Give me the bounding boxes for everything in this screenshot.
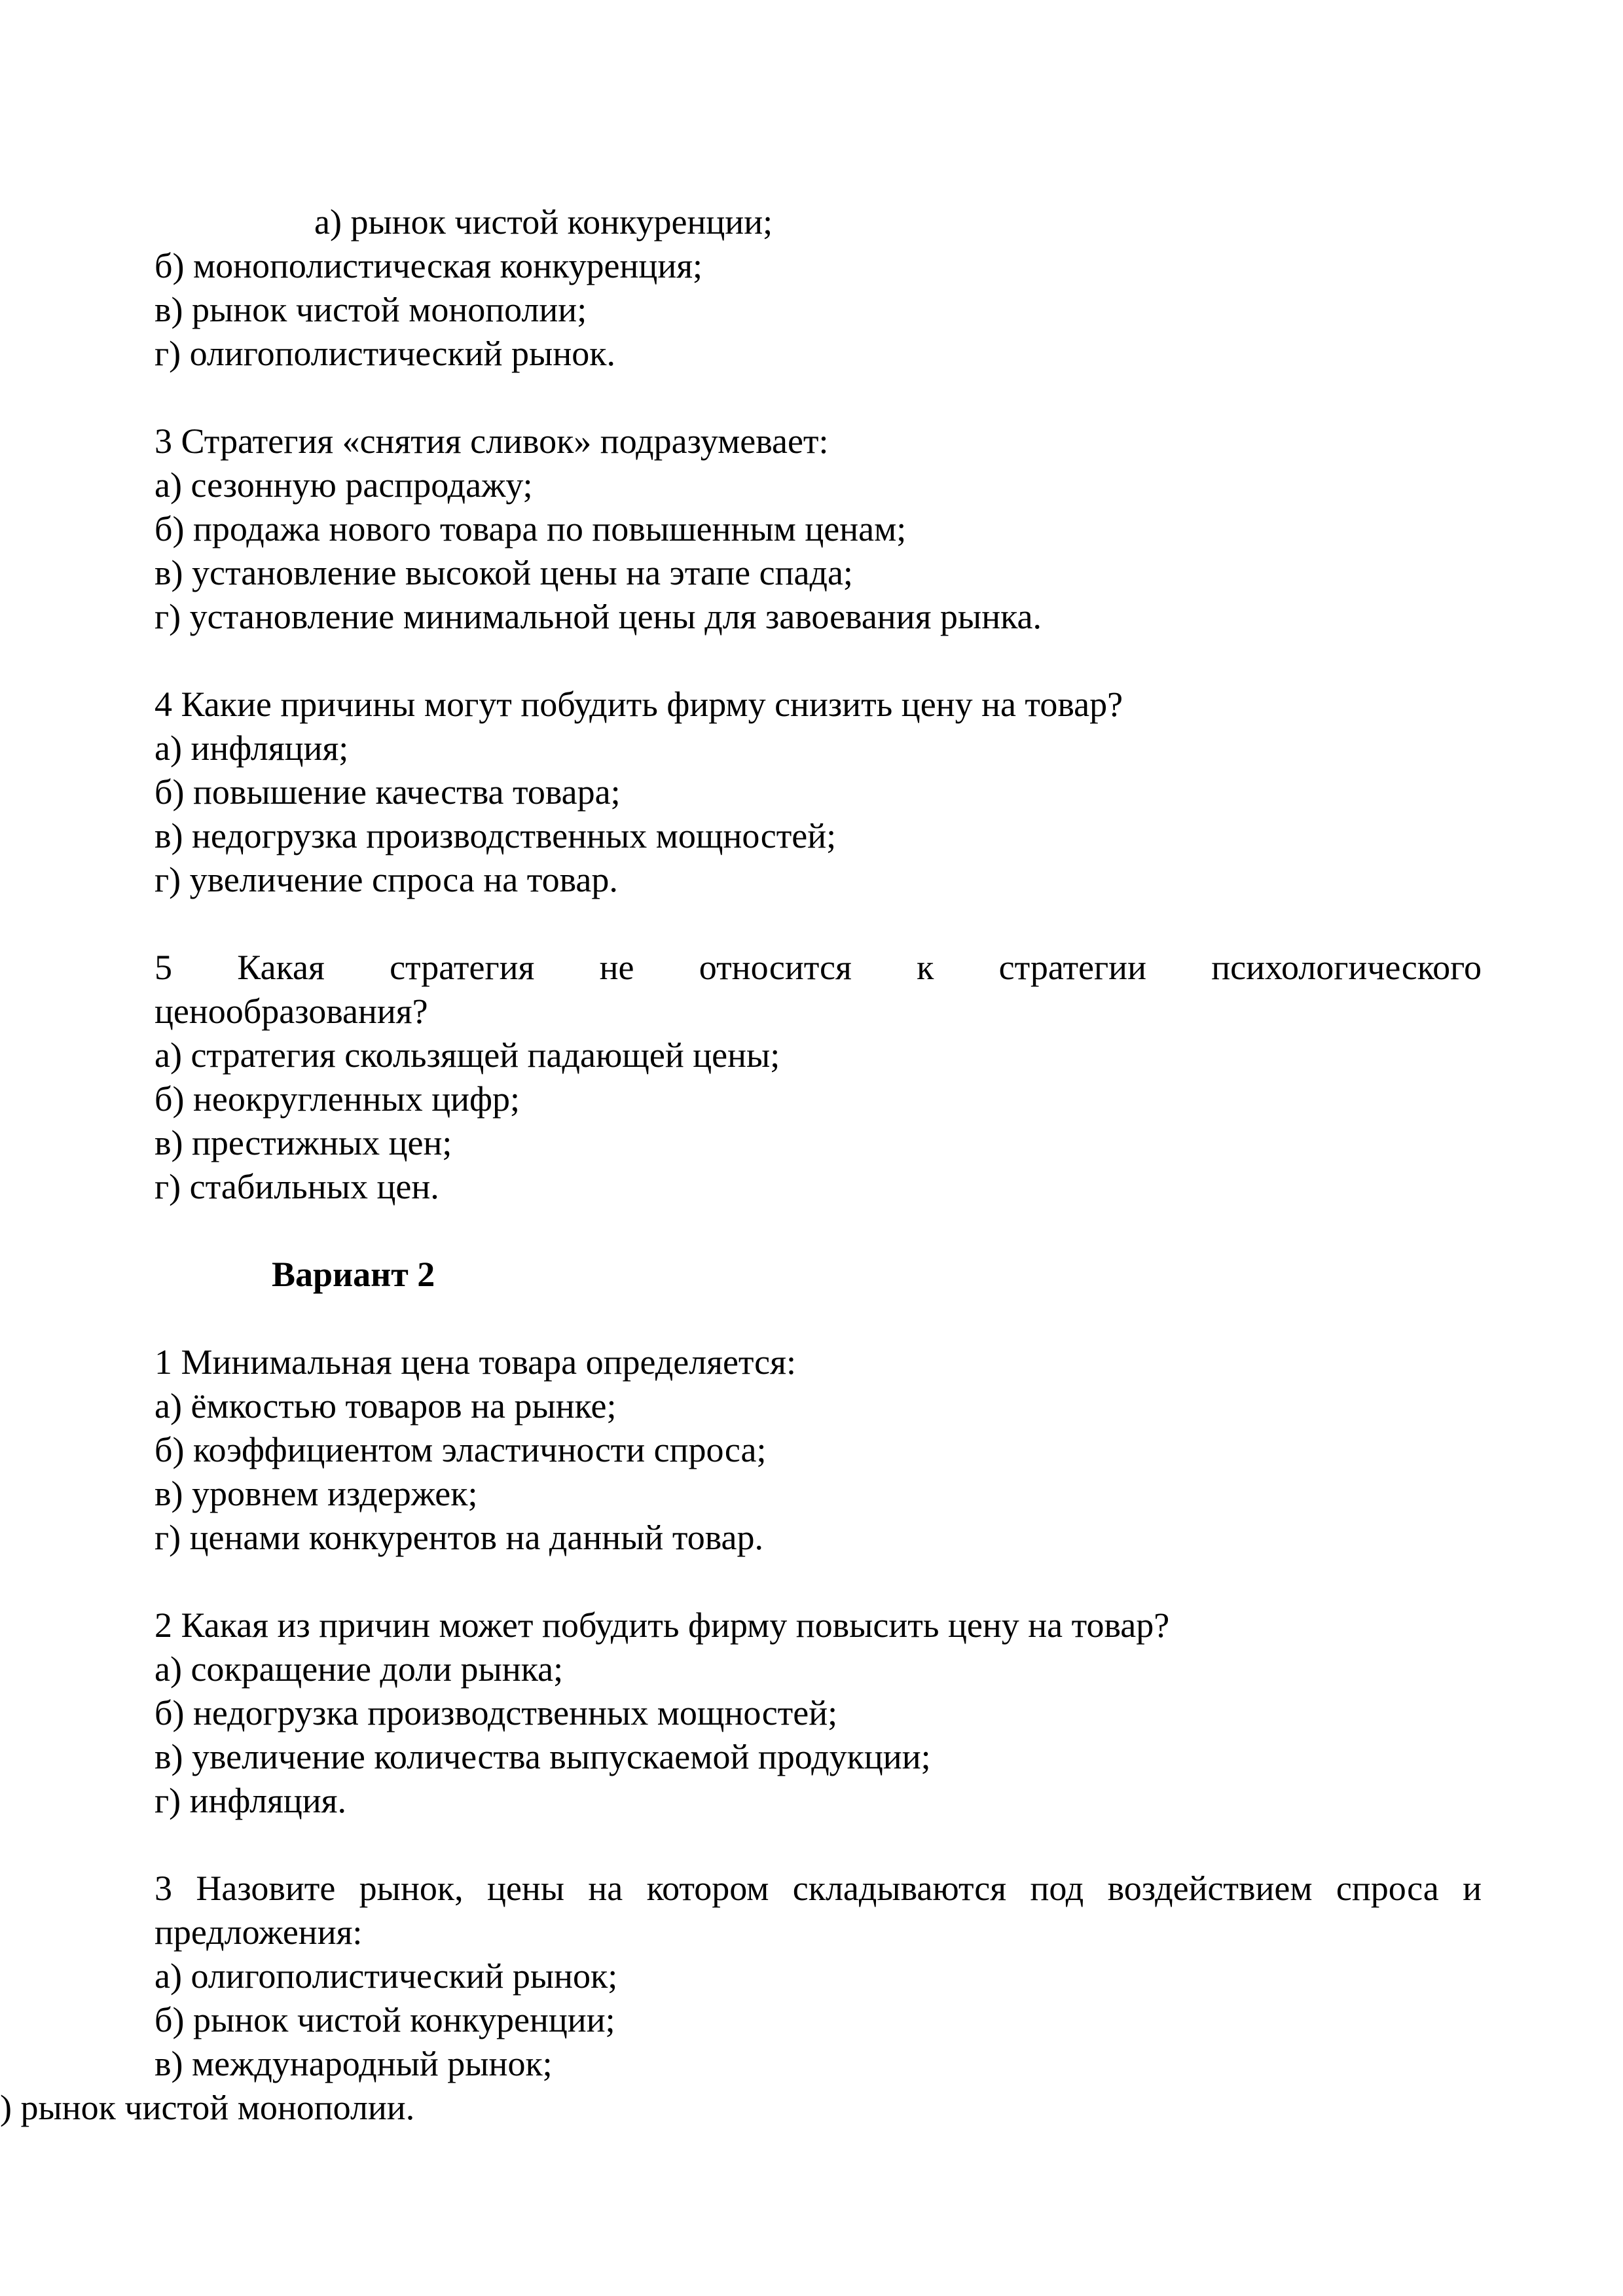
answer-option: б) монополистическая конкуренция; (155, 246, 703, 285)
question-text: 4 Какие причины могут побудить фирму снизить цену на товар? (155, 685, 1123, 724)
answer-option: г) ценами конкурентов на данный товар. (155, 1518, 763, 1557)
answer-option: а) сокращение доли рынка; (155, 1649, 564, 1689)
answer-option: а) стратегия скользящей падающей цены; (155, 1035, 780, 1075)
answer-option: б) рынок чистой конкуренции; (155, 2000, 615, 2039)
question-text-continuation: ценообразования? (155, 992, 428, 1031)
answer-option: в) установление высокой цены на этапе спада; (155, 553, 853, 592)
answer-option: б) недогрузка производственных мощностей; (155, 1693, 838, 1732)
answer-option: ) рынок чистой монополии. (0, 2088, 415, 2127)
answer-option: в) недогрузка производственных мощностей; (155, 816, 837, 855)
section-heading: Вариант 2 (272, 1255, 435, 1294)
question-text-continuation: предложения: (155, 1912, 363, 1952)
answer-option: г) стабильных цен. (155, 1167, 439, 1206)
answer-option: б) коэффициентом эластичности спроса; (155, 1430, 767, 1469)
question-text: 5 Какая стратегия не относится к стратегии психологического (155, 948, 1482, 987)
answer-option: а) сезонную распродажу; (155, 465, 533, 505)
answer-option: а) олигополистический рынок; (155, 1956, 618, 1996)
answer-option: г) инфляция. (155, 1781, 346, 1820)
answer-option: в) уровнем издержек; (155, 1474, 478, 1513)
answer-option: а) рынок чистой конкуренции; (314, 202, 773, 242)
question-text: 2 Какая из причин может побудить фирму повысить цену на товар? (155, 1605, 1170, 1645)
question-text: 3 Стратегия «снятия сливок» подразумевает: (155, 422, 829, 461)
answer-option: в) увеличение количества выпускаемой продукции; (155, 1737, 931, 1776)
answer-option: г) олигополистический рынок. (155, 334, 615, 373)
answer-option: б) неокругленных цифр; (155, 1079, 520, 1119)
question-text: 1 Минимальная цена товара определяется: (155, 1342, 796, 1382)
answer-option: в) престижных цен; (155, 1123, 452, 1162)
answer-option: в) международный рынок; (155, 2044, 553, 2083)
answer-option: б) продажа нового товара по повышенным ценам; (155, 509, 907, 548)
answer-option: г) установление минимальной цены для завоевания рынка. (155, 597, 1042, 636)
question-text: 3 Назовите рынок, цены на котором складываются под воздействием спроса и (155, 1869, 1482, 1908)
answer-option: а) инфляция; (155, 728, 349, 768)
answer-option: г) увеличение спроса на товар. (155, 860, 618, 899)
answer-option: в) рынок чистой монополии; (155, 290, 587, 329)
answer-option: б) повышение качества товара; (155, 772, 621, 812)
answer-option: а) ёмкостью товаров на рынке; (155, 1386, 617, 1426)
